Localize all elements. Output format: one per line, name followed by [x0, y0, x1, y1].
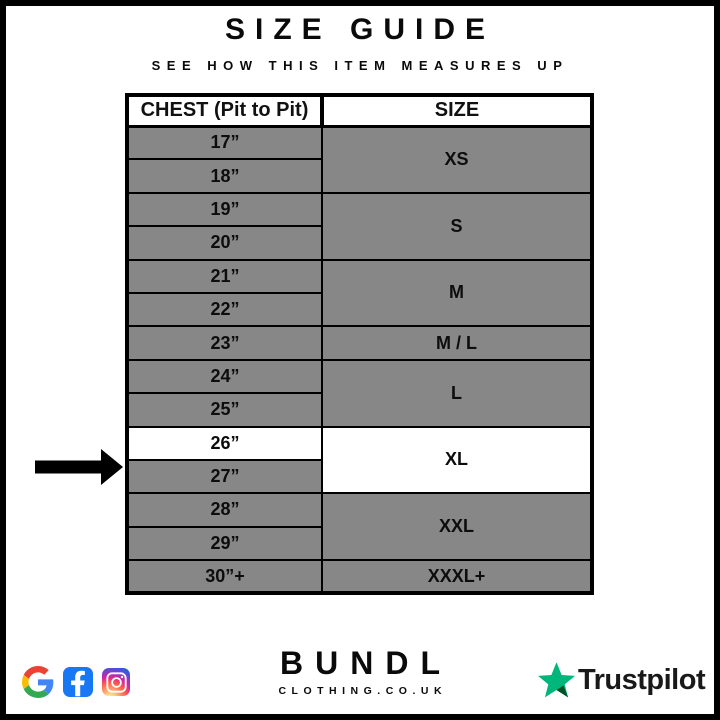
size-cell-xl-highlighted: XL [322, 427, 592, 494]
size-cell-s: S [322, 193, 592, 260]
table-row [127, 560, 592, 593]
page-title: SIZE GUIDE [224, 13, 496, 46]
trustpilot-label: Trustpilot [578, 663, 706, 696]
trustpilot-logo [538, 662, 705, 698]
chest-cell-26-highlighted: 26” [127, 427, 322, 460]
table-header-row [127, 95, 592, 126]
table-row [127, 126, 592, 159]
size-guide-table [125, 93, 594, 595]
chest-cell-24: 24” [127, 360, 322, 393]
size-cell-m-l: M / L [322, 326, 592, 359]
size-cell-m: M [322, 260, 592, 327]
table-row [127, 193, 592, 226]
row-pointer-arrow-icon [35, 449, 123, 485]
size-cell-l: L [322, 360, 592, 427]
table-row [127, 260, 592, 293]
chest-cell-25: 25” [127, 393, 322, 426]
chest-cell-21: 21” [127, 260, 322, 293]
trustpilot-star-icon [538, 662, 575, 698]
chest-cell-19: 19” [127, 193, 322, 226]
chest-cell-20: 20” [127, 226, 322, 259]
brand-name: BUNDL [280, 645, 452, 681]
size-column-header: SIZE [322, 95, 592, 126]
page-subtitle: SEE HOW THIS ITEM MEASURES UP [151, 58, 569, 73]
table-row [127, 326, 592, 359]
chest-cell-30plus: 30”+ [127, 560, 322, 593]
chest-cell-29: 29” [127, 527, 322, 560]
size-cell-xxxlplus: XXXL+ [322, 560, 592, 593]
brand-domain: CLOTHING.CO.UK [278, 684, 448, 697]
chest-column-header: CHEST (Pit to Pit) [127, 95, 322, 126]
chest-cell-18: 18” [127, 159, 322, 192]
table-row-highlighted [127, 427, 592, 460]
chest-cell-23: 23” [127, 326, 322, 359]
table-row [127, 493, 592, 526]
chest-cell-27: 27” [127, 460, 322, 493]
size-cell-xxl: XXL [322, 493, 592, 560]
table-row [127, 360, 592, 393]
chest-cell-22: 22” [127, 293, 322, 326]
size-cell-xs: XS [322, 126, 592, 193]
chest-cell-28: 28” [127, 493, 322, 526]
chest-cell-17: 17” [127, 126, 322, 159]
